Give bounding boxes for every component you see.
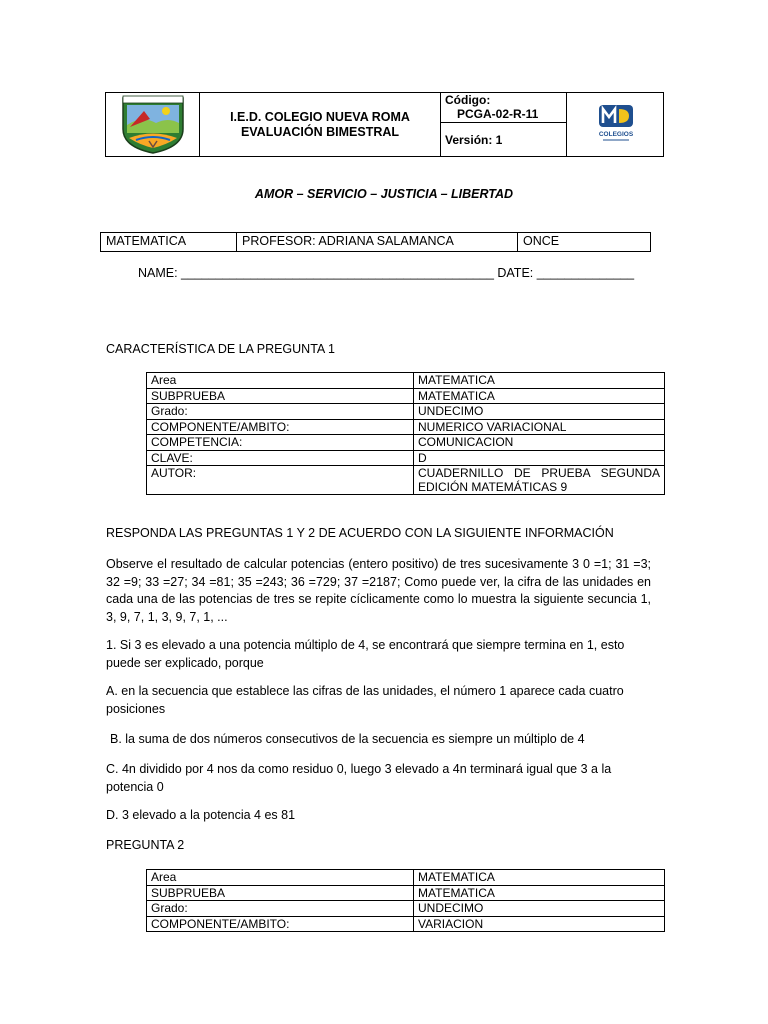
table-cell: MATEMATICA [414,885,665,901]
subject-cell: MATEMATICA [101,233,237,251]
exam-name: EVALUACIÓN BIMESTRAL [240,124,400,139]
table-row [147,450,665,466]
table-cell: MATEMATICA [414,373,665,389]
code-value: PCGA-02-R-11 [457,107,539,121]
version-label: Versión: 1 [445,133,503,147]
table-cell: SUBPRUEBA [147,388,414,404]
table-cell: COMUNICACION [414,435,665,451]
md-logo-icon [567,93,665,156]
option-c: C. 4n dividido por 4 nos da como residuo 0, luego 3 elevado a 4n terminará igual que 3 a la potencia 0 [106,762,612,794]
school-crest-icon [106,93,200,156]
instructions-heading: RESPONDA LAS PREGUNTAS 1 Y 2 DE ACUERDO CON LA SIGUIENTE INFORMACIÓN [106,526,614,540]
table-cell: AUTOR: [147,466,414,495]
table-row [147,373,665,389]
subject-bar [100,232,651,252]
table-cell: COMPONENTE/AMBITO: [147,419,414,435]
table-cell: VARIACION [414,916,665,932]
md-logo-cell [567,93,665,156]
question2-info-table [146,869,665,932]
question1-characteristics-title: CARACTERÍSTICA DE LA PREGUNTA 1 [106,342,335,356]
option-d: D. 3 elevado a la potencia 4 es 81 [106,808,296,822]
table-row [147,901,665,917]
question-2-heading: PREGUNTA 2 [106,838,185,852]
code-cell [441,93,567,156]
table-cell: SUBPRUEBA [147,885,414,901]
table-cell: CUADERNILLO DE PRUEBA SEGUNDA EDICIÓN MATEMÁTICAS 9 [414,466,665,495]
table-cell: Grado: [147,901,414,917]
table-row [147,885,665,901]
table-cell: NUMERICO VARIACIONAL [414,419,665,435]
option-b: B. la suma de dos números consecutivos de la secuencia es siempre un múltiplo de 4 [110,732,585,746]
table-row [147,916,665,932]
table-cell: UNDECIMO [414,404,665,420]
table-row [147,419,665,435]
context-paragraph: Observe el resultado de calcular potencias (entero positivo) de tres sucesivamente 3 0 =1; 31 =3; 32 =9; 33 =27; 34 =81; 35 =243; 36 =729; 37 =2187; Como puede ver, la cifra de las unidades en cada una de las potencias de tres se repite cíclicamente como lo muestra la siguiente secuncia 1, 3, 9, 7, 1, 3, 9, 7, 1, ... [106,557,651,624]
code-box [441,93,566,123]
md-logo-text: COLEGIOS [598,131,634,138]
motto: AMOR – SERVICIO – JUSTICIA – LIBERTAD [254,187,514,201]
name-date-line: NAME: _____________________________________________ DATE: ______________ [138,266,635,280]
table-cell: D [414,450,665,466]
table-cell: COMPONENTE/AMBITO: [147,916,414,932]
table-cell: UNDECIMO [414,901,665,917]
table-cell: CLAVE: [147,450,414,466]
school-name: I.E.D. COLEGIO NUEVA ROMA [230,109,410,124]
table-cell: MATEMATICA [414,870,665,886]
table-row [147,404,665,420]
table-row [147,435,665,451]
grade-cell: ONCE [523,234,560,248]
table-cell: Area [147,870,414,886]
table-cell: Grado: [147,404,414,420]
question1-info-table [146,372,665,495]
table-cell: Area [147,373,414,389]
header-box [105,92,664,157]
teacher-cell: PROFESOR: ADRIANA SALAMANCA [237,233,518,251]
school-title-cell [200,93,441,156]
option-a: A. en la secuencia que establece las cifras de las unidades, el número 1 aparece cada cuatro posiciones [106,684,624,716]
table-cell: MATEMATICA [414,388,665,404]
table-row [147,388,665,404]
school-crest-cell [106,93,200,156]
table-row [147,466,665,495]
table-row [147,870,665,886]
code-label: Código: [445,93,491,107]
table-cell: COMPETENCIA: [147,435,414,451]
question-1: 1. Si 3 es elevado a una potencia múltiplo de 4, se encontrará que siempre termina en 1, esto puede ser explicado, porque [106,638,625,670]
